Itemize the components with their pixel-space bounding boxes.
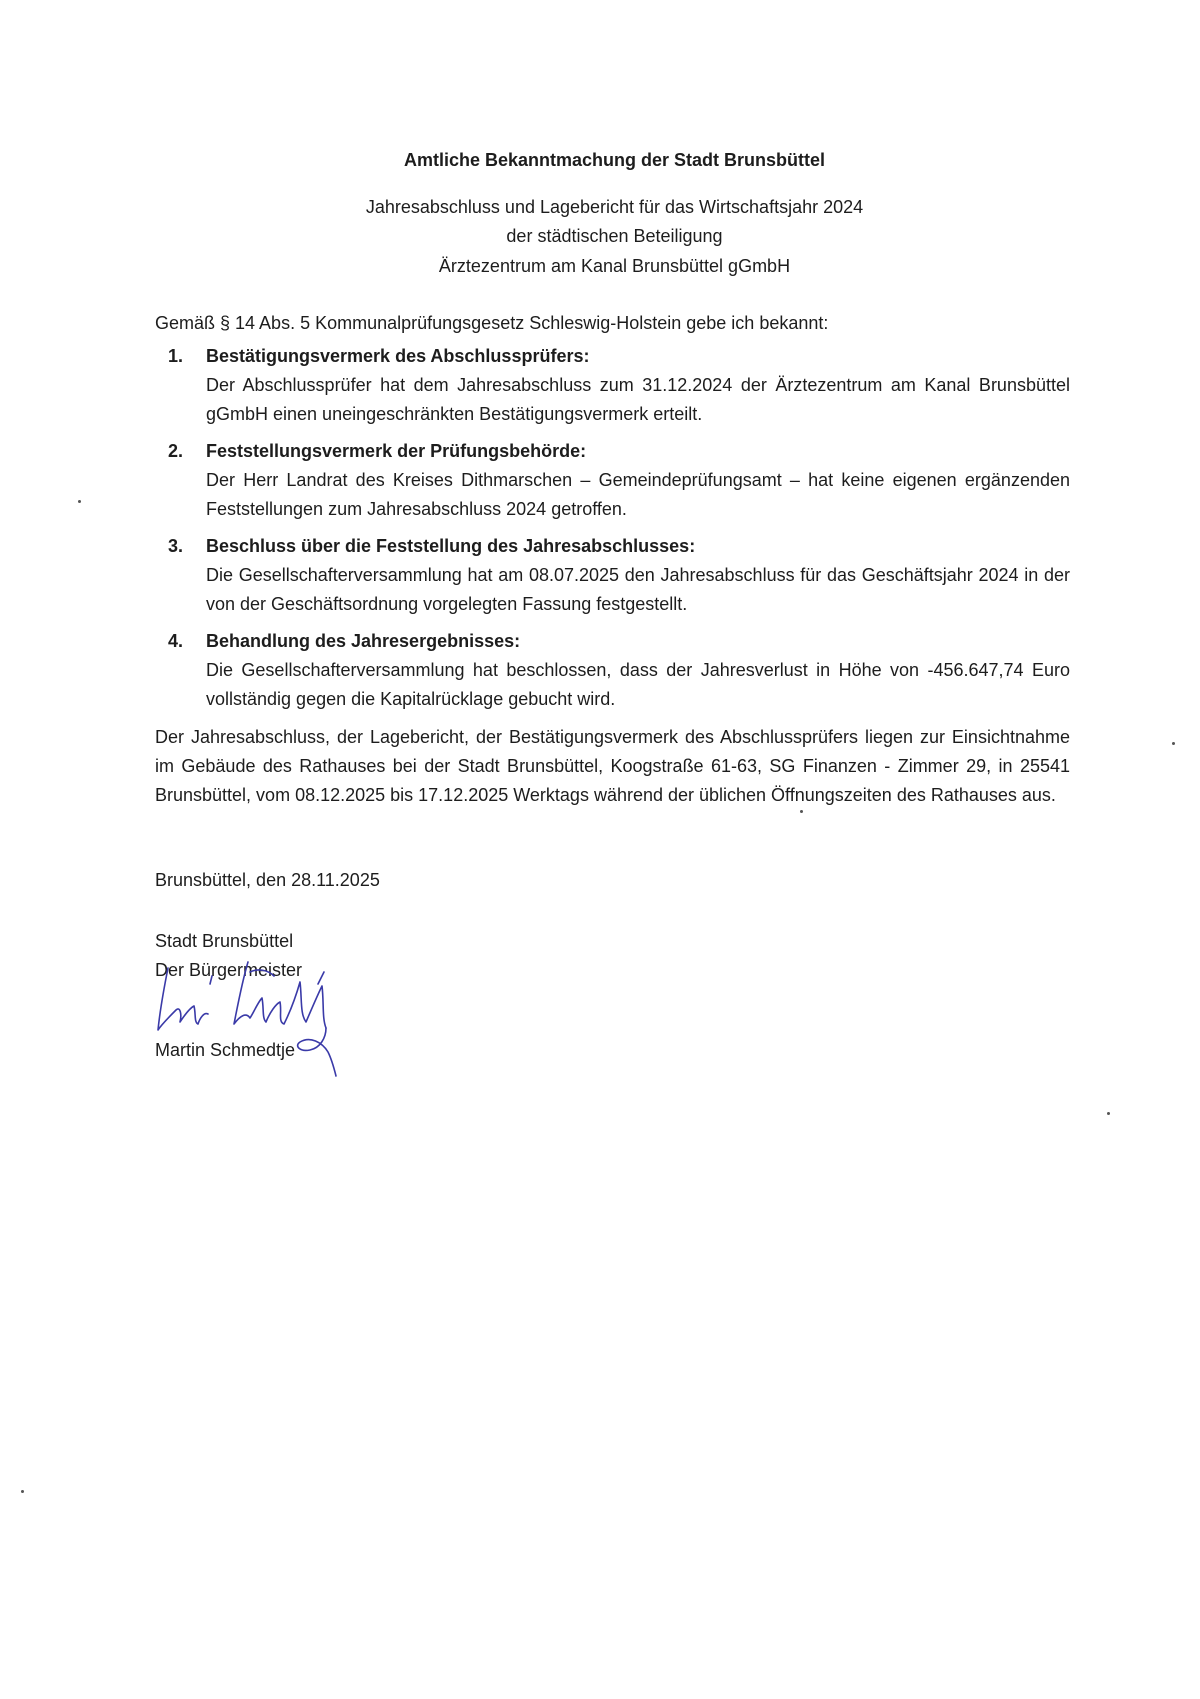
- scan-speck: [1107, 1112, 1110, 1115]
- closing-paragraph: Der Jahresabschluss, der Lagebericht, der Bestätigungsvermerk des Abschlussprüfers liegen zur Einsichtnahme im Gebäude des Rathauses bei der Stadt Brunsbüttel, Koogstraße 61-63, SG Finanzen - Zimmer 29, in 25541 Brunsbüttel, vom 08.12.2025 bis 17.12.2025 Werktags während der üblichen Öffnungszeiten des Rathauses aus.: [155, 727, 1070, 805]
- item-number: 1.: [168, 346, 184, 366]
- item-text: Die Gesellschafterversammlung hat beschlossen, dass der Jahresverlust in Höhe von -456.647,74 Euro vollständig gegen die Kapitalrücklage gebucht wird.: [206, 660, 1070, 709]
- list-item: [155, 437, 1070, 524]
- item-heading: Beschluss über die Feststellung des Jahresabschlusses:: [206, 536, 696, 556]
- scan-speck: [800, 810, 803, 813]
- item-text: Der Abschlussprüfer hat dem Jahresabschluss zum 31.12.2024 der Ärztezentrum am Kanal Brunsbüttel gGmbH einen uneingeschränkten Bestätigungsvermerk erteilt.: [206, 375, 1070, 424]
- item-heading: Feststellungsvermerk der Prüfungsbehörde:: [206, 441, 587, 461]
- signatory-title: Der Bürgermeister: [155, 960, 303, 980]
- subtitle-line-1: Jahresabschluss und Lagebericht für das Wirtschaftsjahr 2024: [365, 197, 864, 217]
- scan-speck: [1172, 742, 1175, 745]
- item-text: Die Gesellschafterversammlung hat am 08.07.2025 den Jahresabschluss für das Geschäftsjahr 2024 in der von der Geschäftsordnung vorgelegten Fassung festgestellt.: [206, 565, 1070, 614]
- list-item: [155, 627, 1070, 714]
- item-text: Der Herr Landrat des Kreises Dithmarschen – Gemeindeprüfungsamt – hat keine eigenen ergänzenden Feststellungen zum Jahresabschluss 2024 getroffen.: [206, 470, 1070, 519]
- item-number: 4.: [168, 631, 184, 651]
- dateline: Brunsbüttel, den 28.11.2025: [155, 870, 380, 890]
- item-heading: Behandlung des Jahresergebnisses:: [206, 631, 521, 651]
- list-item: [155, 532, 1070, 619]
- scan-speck: [21, 1490, 24, 1493]
- subtitle-line-2: der städtischen Beteiligung: [506, 226, 723, 246]
- signatory-city: Stadt Brunsbüttel: [155, 931, 294, 951]
- document-title: Amtliche Bekanntmachung der Stadt Brunsbüttel: [403, 150, 826, 170]
- handwritten-signature: [150, 958, 365, 1080]
- list-item: [155, 342, 1070, 429]
- subtitle-line-3: Ärztezentrum am Kanal Brunsbüttel gGmbH: [438, 256, 791, 276]
- item-number: 3.: [168, 536, 184, 556]
- announcement-list: [155, 342, 1070, 722]
- signatory-name: Martin Schmedtje: [155, 1040, 296, 1060]
- intro-text: Gemäß § 14 Abs. 5 Kommunalprüfungsgesetz Schleswig-Holstein gebe ich bekannt:: [155, 313, 829, 333]
- scan-speck: [78, 500, 81, 503]
- item-number: 2.: [168, 441, 184, 461]
- item-heading: Bestätigungsvermerk des Abschlussprüfers:: [206, 346, 590, 366]
